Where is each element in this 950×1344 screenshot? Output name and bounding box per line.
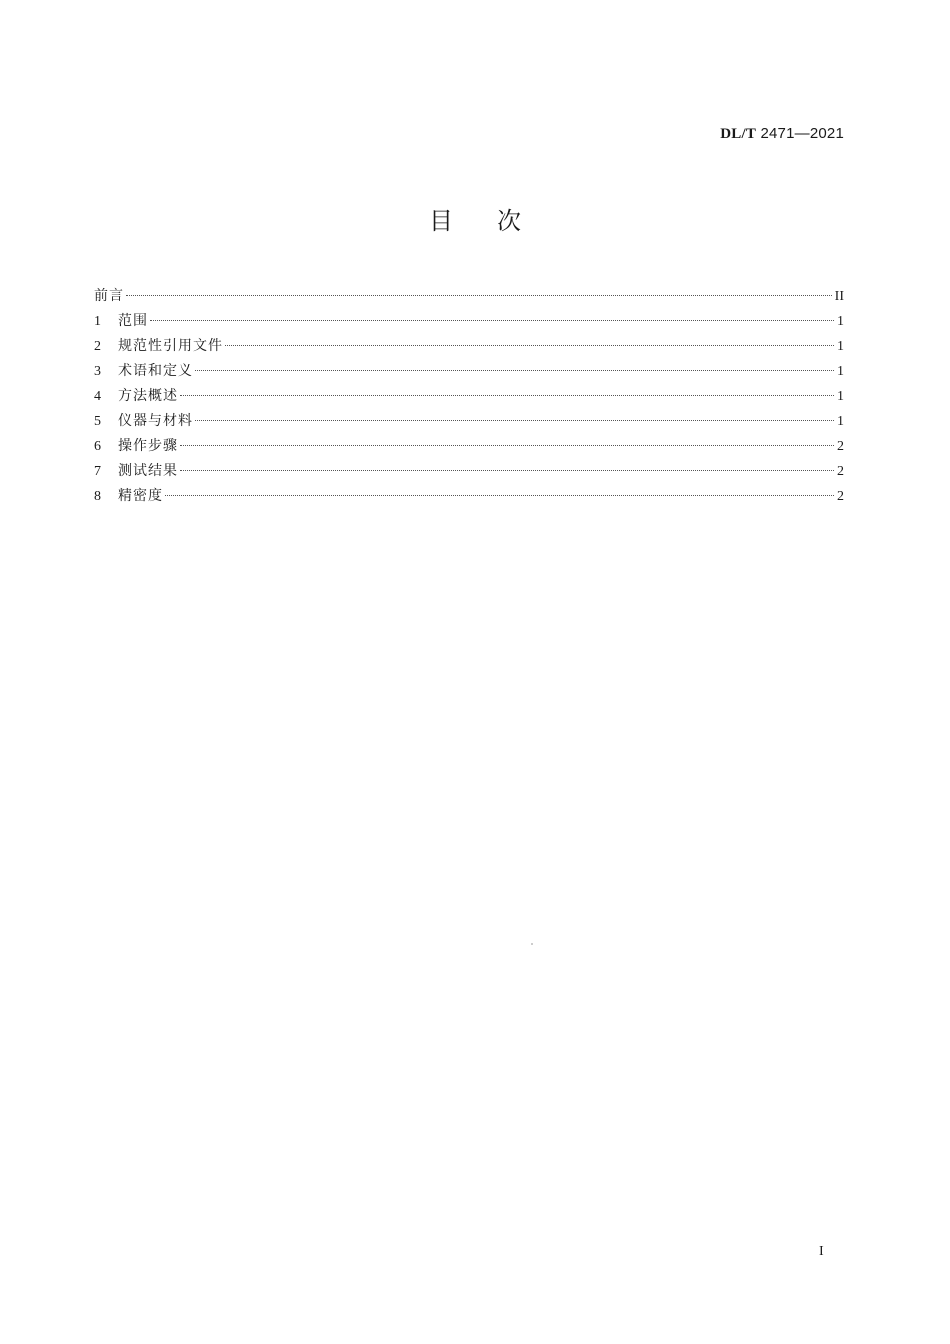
toc-entry-number: 6 (94, 439, 101, 454)
toc-entry-number: 2 (94, 339, 101, 354)
toc-entry-number: 1 (94, 314, 101, 329)
toc-entry-5[interactable] (94, 409, 844, 434)
toc-entry-page: 1 (837, 389, 844, 404)
toc-entry-label: 术语和定义 (118, 363, 193, 379)
dot-leader (195, 370, 834, 371)
toc-entry-number: 4 (94, 389, 101, 404)
toc-entry-label: 操作步骤 (118, 438, 178, 454)
standard-number: 2471—2021 (760, 125, 844, 142)
table-of-contents (94, 284, 844, 509)
dot-leader (150, 320, 834, 321)
toc-entry-page: 2 (837, 489, 844, 504)
standard-code (720, 125, 844, 143)
dot-leader (126, 295, 832, 296)
toc-entry-label: 范围 (118, 313, 148, 329)
toc-entry-page: 2 (837, 439, 844, 454)
dot-leader (180, 445, 834, 446)
toc-entry-page: II (834, 289, 844, 304)
toc-entry-label: 前言 (94, 288, 124, 304)
dot-leader (180, 395, 834, 396)
toc-entry-page: 1 (837, 314, 844, 329)
toc-entry-page: 2 (837, 464, 844, 479)
dot-leader (180, 470, 834, 471)
toc-entry-page: 1 (837, 414, 844, 429)
toc-entry-7[interactable] (94, 459, 844, 484)
standard-prefix: DL/T (720, 126, 757, 142)
toc-entry-page: 1 (837, 339, 844, 354)
toc-entry-4[interactable] (94, 384, 844, 409)
dot-leader (165, 495, 834, 496)
toc-entry-number: 5 (94, 414, 101, 429)
toc-entry-2[interactable] (94, 334, 844, 359)
scan-speck (531, 943, 533, 945)
toc-entry-1[interactable] (94, 309, 844, 334)
toc-entry-label: 测试结果 (118, 463, 178, 479)
dot-leader (195, 420, 834, 421)
toc-entry-page: 1 (837, 364, 844, 379)
toc-entry-label: 方法概述 (118, 388, 178, 404)
toc-entry-number: 7 (94, 464, 101, 479)
toc-entry-label: 规范性引用文件 (118, 338, 223, 354)
toc-entry-label: 精密度 (118, 488, 163, 504)
page-number: I (819, 1244, 824, 1259)
toc-title: 目次 (429, 207, 565, 235)
toc-entry-8[interactable] (94, 484, 844, 509)
toc-entry-6[interactable] (94, 434, 844, 459)
toc-entry-label: 仪器与材料 (118, 413, 193, 429)
toc-entry-3[interactable] (94, 359, 844, 384)
toc-entry-number: 3 (94, 364, 101, 379)
dot-leader (225, 345, 834, 346)
toc-entry-number: 8 (94, 489, 101, 504)
toc-entry-foreword[interactable] (94, 284, 844, 309)
